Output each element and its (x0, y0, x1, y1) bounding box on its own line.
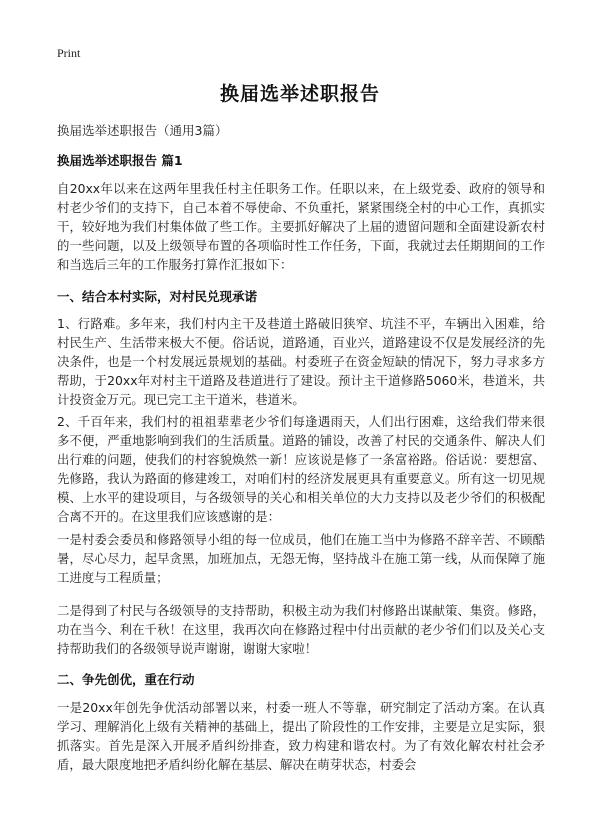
section-heading-2: 二、争先创优，重在行动 (57, 672, 195, 687)
paragraph-action: 一是20xx年创先争优活动部署以来，村委一班人不等靠，研究制定了活动方案。在认真学习、理解消化上级有关精神的基础上，提出了阶段性的工作安排，主要是立足实际，狠抓落实。首先是深入开展矛盾纠纷排查，致力构建和谐农村。为了有效化解农村社会矛盾，最大限度地把矛盾纠纷化解在基层、解决在萌芽状态，村委会 (57, 700, 545, 772)
document-subtitle: 换届选举述职报告（通用3篇） (57, 123, 228, 138)
paragraph-road: 1、行路难。多年来，我们村内主干及巷道土路破旧狭窄、坑洼不平，车辆出入困难，给村民生产、生活带来极大不便。俗话说，道路通，百业兴，道路建设不仅是发展经济的先决条件，也是一个村发展远景规划的基础。村委班子在资金短缺的情况下，努力寻求多方帮助，于20xx年对村主干道路及巷道进行了建设。预计主干道修路5060米，巷道米，共计投资金万元。现已完工主干道米，巷道米。 (57, 316, 545, 407)
article-heading: 换届选举述职报告 篇1 (57, 153, 183, 168)
section-heading-1: 一、结合本村实际，对村民兑现承诺 (57, 289, 258, 304)
paragraph-thanks-1: 一是村委会委员和修路领导小组的每一位成员，他们在施工当中为修路不辞辛苦、不顾酷暑，尽心尽力，起早贪黑，加班加点，无怨无悔，坚持战斗在施工第一线，从而保障了施工进度与工程质量； (57, 532, 545, 585)
intro-paragraph: 自20xx年以来在这两年里我任村主任职务工作。任职以来，在上级党委、政府的领导和村老少爷们的支持下，自己本着不辱使命、不负重托，紧紧围绕全村的中心工作，真抓实干，较好地为我们村集体做了些工作。主要抓好解决了上届的遗留问题和全面建设新农村的一些问题，以及上级领导布置的各项临时性工作任务，下面，我就过去任期期间的工作和当选后三年的工作服务打算作汇报如下： (57, 181, 545, 272)
paragraph-history: 2、千百年来，我们村的祖祖辈辈老少爷们每逢遇雨天，人们出行困难，这给我们带来很多不便，严重地影响到我们的生活质量。道路的铺设，改善了村民的交通条件、解决人们出行难的问题，使我们的村容貌焕然一新！应该说是修了一条富裕路。俗话说：要想富、先修路，我认为路面的修建竣工，对咱们村的经济发展更具有重要意义。所有这一切见规模、上水平的建设项目，与各级领导的关心和相关单位的大力支持以及老少爷们的积极配合离不开的。在这里我们应该感谢的是： (57, 414, 545, 524)
paragraph-thanks-2: 二是得到了村民与各级领导的支持帮助，积极主动为我们村修路出谋献策、集资。修路，功在当今、利在千秋！在这里，我再次向在修路过程中付出贡献的老少爷们们以及关心支持帮助我们的各级领导说声谢谢，谢谢大家啦！ (57, 603, 545, 656)
document-title: 换届选举述职报告 (219, 83, 380, 105)
print-link[interactable]: Print (57, 46, 81, 60)
